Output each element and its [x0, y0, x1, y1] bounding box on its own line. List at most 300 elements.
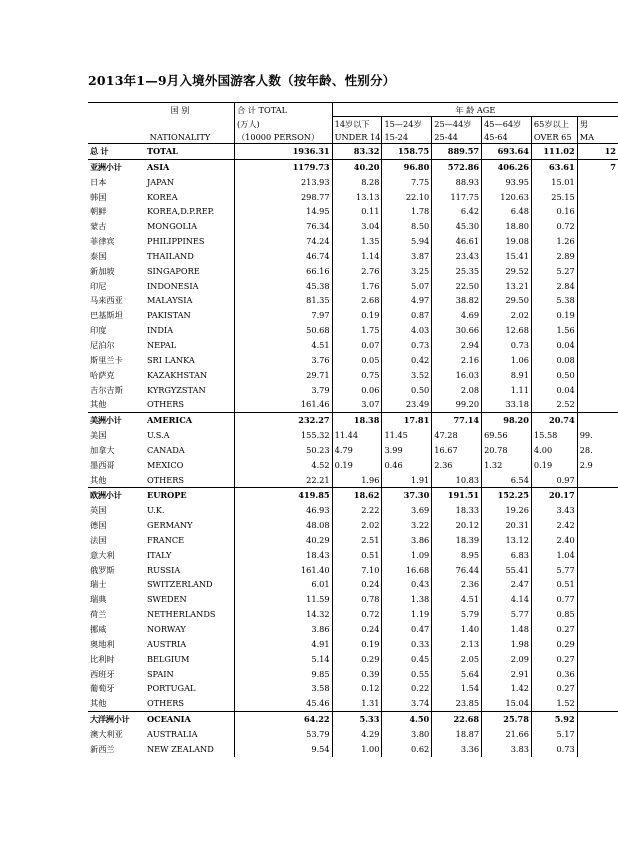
row-total: 50.23	[234, 443, 332, 458]
row-15-24: 5.07	[382, 279, 432, 294]
row-under14: 1.75	[332, 323, 382, 338]
row-over65: 1.04	[531, 548, 577, 563]
row-country-en: TOTAL	[145, 144, 235, 160]
row-over65: 63.61	[531, 159, 577, 174]
row-15-24: 17.81	[382, 413, 432, 428]
row-country-cn: 菲律宾	[90, 236, 115, 247]
table-row	[88, 518, 618, 533]
row-total: 45.38	[234, 279, 332, 294]
row-male	[577, 249, 618, 264]
row-25-44: 16.67	[432, 443, 482, 458]
row-under14: 0.39	[332, 667, 382, 682]
row-under14: 18.62	[332, 488, 382, 503]
row-over65: 0.85	[531, 607, 577, 622]
row-under14: 0.29	[332, 652, 382, 667]
row-over65: 0.50	[531, 368, 577, 383]
row-45-64: 15.04	[482, 696, 532, 711]
row-country-cn: 朝鲜	[90, 206, 107, 217]
row-country-cn: 德国	[90, 520, 107, 531]
row-total: 48.08	[234, 518, 332, 533]
row-25-44: 4.69	[432, 308, 482, 323]
row-25-44: 2.16	[432, 353, 482, 368]
row-over65: 1.26	[531, 234, 577, 249]
row-country-cn: 巴基斯坦	[90, 310, 123, 321]
row-over65: 0.72	[531, 219, 577, 234]
row-15-24: 3.86	[382, 533, 432, 548]
row-under14: 0.05	[332, 353, 382, 368]
row-country-cn: 印度	[90, 325, 107, 336]
row-15-24: 0.43	[382, 577, 432, 592]
row-country-cn: 英国	[90, 505, 107, 516]
row-country-en: JAPAN	[145, 175, 235, 190]
table-header	[88, 103, 618, 144]
row-country-en: MONGOLIA	[145, 219, 235, 234]
row-25-44: 2.05	[432, 652, 482, 667]
row-25-44: 1.40	[432, 622, 482, 637]
header-age-15-24-cn: 15—24岁	[382, 117, 432, 131]
row-under14: 2.22	[332, 503, 382, 518]
row-under14: 7.10	[332, 563, 382, 578]
row-over65: 2.40	[531, 533, 577, 548]
row-male	[577, 175, 618, 190]
row-over65: 15.01	[531, 175, 577, 190]
header-age-group: 年 龄 AGE	[332, 103, 618, 117]
row-country-en: PORTUGAL	[145, 681, 235, 696]
row-country-en: INDIA	[145, 323, 235, 338]
row-male	[577, 308, 618, 323]
row-male	[577, 712, 618, 727]
row-under14: 83.32	[332, 144, 382, 160]
header-age-25-44-en: 25-44	[432, 130, 482, 144]
row-under14: 2.51	[332, 533, 382, 548]
row-total: 298.77	[234, 190, 332, 205]
row-25-44: 1.54	[432, 681, 482, 696]
row-country-cn: 斯里兰卡	[90, 354, 123, 365]
header-age-under14-en: UNDER 14	[332, 130, 382, 144]
header-gender-en: MA	[577, 130, 618, 144]
row-total: 29.71	[234, 368, 332, 383]
row-country-en: KOREA	[145, 190, 235, 205]
row-under14: 0.06	[332, 383, 382, 398]
table-row	[88, 368, 618, 383]
row-country-cn: 法国	[90, 534, 107, 545]
row-country-cn: 澳大利亚	[90, 728, 123, 739]
row-25-44: 88.93	[432, 175, 482, 190]
header-age-over65-cn: 65岁以上	[531, 117, 577, 131]
row-25-44: 22.68	[432, 712, 482, 727]
row-country-cn: 大洋洲小计	[88, 712, 145, 727]
row-country-en: GERMANY	[145, 518, 235, 533]
header-total-unit: (万人)	[234, 117, 332, 131]
table-row	[88, 338, 618, 353]
row-total: 81.35	[234, 293, 332, 308]
row-25-44: 76.44	[432, 563, 482, 578]
header-age-under14-cn: 14岁以下	[332, 117, 382, 131]
row-45-64: 1.48	[482, 622, 532, 637]
table-subtotal-row	[88, 488, 618, 503]
row-under14: 3.07	[332, 397, 382, 412]
row-25-44: 18.39	[432, 533, 482, 548]
row-under14: 0.78	[332, 592, 382, 607]
row-15-24: 0.46	[382, 458, 432, 473]
table-row	[88, 175, 618, 190]
row-country-en: KOREA,D.P.REP.	[145, 204, 235, 219]
row-male	[577, 681, 618, 696]
row-total: 50.68	[234, 323, 332, 338]
row-country-cn: 奥地利	[90, 638, 115, 649]
row-15-24: 96.80	[382, 159, 432, 174]
row-country-en: OCEANIA	[145, 712, 235, 727]
row-total: 419.85	[234, 488, 332, 503]
row-country-en: SRI LANKA	[145, 353, 235, 368]
row-total: 232.27	[234, 413, 332, 428]
row-total: 46.74	[234, 249, 332, 264]
header-age-25-44-cn: 25—44岁	[432, 117, 482, 131]
row-male	[577, 279, 618, 294]
row-over65: 5.38	[531, 293, 577, 308]
row-male	[577, 368, 618, 383]
row-45-64: 6.54	[482, 473, 532, 488]
row-15-24: 23.49	[382, 397, 432, 412]
row-country-cn: 意大利	[90, 549, 115, 560]
row-country-en: SWEDEN	[145, 592, 235, 607]
row-total: 9.85	[234, 667, 332, 682]
row-15-24: 1.38	[382, 592, 432, 607]
row-under14: 1.76	[332, 279, 382, 294]
row-country-cn: 韩国	[90, 191, 107, 202]
row-15-24: 4.03	[382, 323, 432, 338]
row-over65: 25.15	[531, 190, 577, 205]
row-country-cn: 亚洲小计	[88, 159, 145, 174]
row-total: 53.79	[234, 727, 332, 742]
row-male	[577, 413, 618, 428]
row-country-en: AMERICA	[145, 413, 235, 428]
row-15-24: 3.25	[382, 264, 432, 279]
table-row	[88, 607, 618, 622]
row-male	[577, 488, 618, 503]
row-45-64: 2.91	[482, 667, 532, 682]
row-under14: 1.35	[332, 234, 382, 249]
row-country-en: SINGAPORE	[145, 264, 235, 279]
row-under14: 0.11	[332, 204, 382, 219]
row-15-24: 0.22	[382, 681, 432, 696]
row-male	[577, 607, 618, 622]
row-country-en: KYRGYZSTAN	[145, 383, 235, 398]
header-age-45-64-en: 45-64	[482, 130, 532, 144]
row-under14: 5.33	[332, 712, 382, 727]
row-45-64: 2.47	[482, 577, 532, 592]
row-over65: 5.77	[531, 563, 577, 578]
row-under14: 0.24	[332, 622, 382, 637]
row-45-64: 120.63	[482, 190, 532, 205]
row-male	[577, 577, 618, 592]
row-total: 1936.31	[234, 144, 332, 160]
row-over65: 0.51	[531, 577, 577, 592]
row-15-24: 22.10	[382, 190, 432, 205]
table-row	[88, 279, 618, 294]
table-row	[88, 563, 618, 578]
row-45-64: 18.80	[482, 219, 532, 234]
table-row	[88, 190, 618, 205]
row-country-en: THAILAND	[145, 249, 235, 264]
row-over65: 0.04	[531, 338, 577, 353]
row-country-cn: 加拿大	[90, 444, 115, 455]
row-15-24: 0.42	[382, 353, 432, 368]
row-country-cn: 葡萄牙	[90, 683, 115, 694]
row-over65: 3.43	[531, 503, 577, 518]
row-total: 46.93	[234, 503, 332, 518]
row-country-cn: 尼泊尔	[90, 339, 115, 350]
row-male: 7	[577, 159, 618, 174]
row-country-cn: 其他	[90, 698, 107, 709]
row-25-44: 46.61	[432, 234, 482, 249]
tourist-statistics-table	[88, 102, 618, 757]
row-total: 7.97	[234, 308, 332, 323]
table-row	[88, 548, 618, 563]
row-country-cn: 其他	[90, 399, 107, 410]
row-15-24: 4.97	[382, 293, 432, 308]
row-country-en: NEPAL	[145, 338, 235, 353]
row-total: 14.95	[234, 204, 332, 219]
row-over65: 2.52	[531, 397, 577, 412]
table-row	[88, 204, 618, 219]
row-total: 4.91	[234, 637, 332, 652]
row-15-24: 0.62	[382, 742, 432, 757]
row-under14: 4.29	[332, 727, 382, 742]
table-row	[88, 428, 618, 443]
row-15-24: 3.74	[382, 696, 432, 711]
row-25-44: 8.95	[432, 548, 482, 563]
table-subtotal-row	[88, 413, 618, 428]
row-15-24: 7.75	[382, 175, 432, 190]
row-25-44: 18.87	[432, 727, 482, 742]
row-under14: 0.24	[332, 577, 382, 592]
row-total: 1179.73	[234, 159, 332, 174]
row-total: 11.59	[234, 592, 332, 607]
row-45-64: 1.11	[482, 383, 532, 398]
row-under14: 2.76	[332, 264, 382, 279]
table-row	[88, 592, 618, 607]
table-subtotal-row	[88, 144, 618, 160]
row-over65: 0.08	[531, 353, 577, 368]
row-country-en: AUSTRALIA	[145, 727, 235, 742]
row-under14: 13.13	[332, 190, 382, 205]
row-male	[577, 696, 618, 711]
row-over65: 0.27	[531, 652, 577, 667]
row-45-64: 2.09	[482, 652, 532, 667]
row-45-64: 406.26	[482, 159, 532, 174]
row-male	[577, 204, 618, 219]
row-25-44: 5.64	[432, 667, 482, 682]
row-under14: 0.19	[332, 637, 382, 652]
row-male	[577, 667, 618, 682]
row-15-24: 4.50	[382, 712, 432, 727]
row-25-44: 45.30	[432, 219, 482, 234]
table-row	[88, 533, 618, 548]
row-country-en: INDONESIA	[145, 279, 235, 294]
header-age-45-64-cn: 45—64岁	[482, 117, 532, 131]
row-over65: 0.36	[531, 667, 577, 682]
row-over65: 1.52	[531, 696, 577, 711]
row-total: 6.01	[234, 577, 332, 592]
row-15-24: 5.94	[382, 234, 432, 249]
row-45-64: 2.02	[482, 308, 532, 323]
row-25-44: 2.36	[432, 577, 482, 592]
row-male: 28.	[579, 444, 593, 455]
row-country-en: U.S.A	[145, 428, 235, 443]
row-country-cn: 马来西亚	[90, 295, 123, 306]
row-over65: 5.17	[531, 727, 577, 742]
row-country-cn: 荷兰	[90, 609, 107, 620]
row-total: 155.32	[234, 428, 332, 443]
row-male	[577, 397, 618, 412]
row-male	[577, 622, 618, 637]
row-country-cn: 欧洲小计	[88, 488, 145, 503]
row-25-44: 889.57	[432, 144, 482, 160]
row-25-44: 99.20	[432, 397, 482, 412]
row-25-44: 6.42	[432, 204, 482, 219]
row-45-64: 5.77	[482, 607, 532, 622]
row-15-24: 11.45	[382, 428, 432, 443]
row-country-cn: 吉尔吉斯	[90, 384, 123, 395]
row-country-cn: 西班牙	[90, 668, 115, 679]
table-row	[88, 458, 618, 473]
row-45-64: 55.41	[482, 563, 532, 578]
row-country-en: ASIA	[145, 159, 235, 174]
row-25-44: 10.83	[432, 473, 482, 488]
row-45-64: 19.08	[482, 234, 532, 249]
row-45-64: 8.91	[482, 368, 532, 383]
table-row	[88, 234, 618, 249]
row-country-cn: 比利时	[90, 653, 115, 664]
row-under14: 0.12	[332, 681, 382, 696]
row-under14: 8.28	[332, 175, 382, 190]
row-male	[577, 518, 618, 533]
row-45-64: 25.78	[482, 712, 532, 727]
row-total: 66.16	[234, 264, 332, 279]
row-over65: 0.19	[531, 308, 577, 323]
header-country-en: NATIONALITY	[88, 130, 234, 144]
row-under14: 0.72	[332, 607, 382, 622]
table-row	[88, 727, 618, 742]
table-row	[88, 293, 618, 308]
row-male	[577, 219, 618, 234]
row-45-64: 1.98	[482, 637, 532, 652]
row-country-cn: 墨西哥	[90, 459, 115, 470]
row-male: 99.	[579, 430, 593, 441]
row-total: 9.54	[234, 742, 332, 757]
statistics-table-container	[88, 102, 616, 757]
row-over65: 20.17	[531, 488, 577, 503]
table-row	[88, 652, 618, 667]
row-15-24: 3.80	[382, 727, 432, 742]
row-country-en: CANADA	[145, 443, 235, 458]
table-row	[88, 264, 618, 279]
row-over65: 0.04	[531, 383, 577, 398]
row-25-44: 23.85	[432, 696, 482, 711]
row-15-24: 1.78	[382, 204, 432, 219]
row-25-44: 38.82	[432, 293, 482, 308]
header-gender-cn: 男	[579, 119, 588, 129]
header-total-unit-en: （10000 PERSON）	[234, 130, 332, 144]
table-row	[88, 696, 618, 711]
row-45-64: 29.50	[482, 293, 532, 308]
table-row	[88, 353, 618, 368]
row-15-24: 0.50	[382, 383, 432, 398]
row-15-24: 0.45	[382, 652, 432, 667]
row-country-en: PHILIPPINES	[145, 234, 235, 249]
row-male	[577, 190, 618, 205]
row-country-en: OTHERS	[145, 397, 235, 412]
row-total: 3.79	[234, 383, 332, 398]
row-15-24: 3.87	[382, 249, 432, 264]
table-row	[88, 622, 618, 637]
row-country-cn: 日本	[90, 176, 107, 187]
row-25-44: 77.14	[432, 413, 482, 428]
row-total: 64.22	[234, 712, 332, 727]
row-total: 14.32	[234, 607, 332, 622]
row-male	[577, 473, 618, 488]
row-25-44: 2.36	[432, 458, 482, 473]
row-under14: 1.96	[332, 473, 382, 488]
row-25-44: 572.86	[432, 159, 482, 174]
row-total: 3.58	[234, 681, 332, 696]
row-male	[577, 503, 618, 518]
row-45-64: 1.42	[482, 681, 532, 696]
row-total: 40.29	[234, 533, 332, 548]
row-over65: 0.29	[531, 637, 577, 652]
row-under14: 0.19	[332, 308, 382, 323]
row-male: 2.9	[579, 459, 593, 470]
row-male	[577, 637, 618, 652]
row-25-44: 23.43	[432, 249, 482, 264]
row-under14: 11.44	[332, 428, 382, 443]
row-country-cn: 美国	[90, 430, 107, 441]
table-row	[88, 637, 618, 652]
row-male	[577, 592, 618, 607]
row-over65: 0.19	[531, 458, 577, 473]
row-25-44: 22.50	[432, 279, 482, 294]
row-male	[577, 727, 618, 742]
row-45-64: 3.83	[482, 742, 532, 757]
row-25-44: 117.75	[432, 190, 482, 205]
row-25-44: 47.28	[432, 428, 482, 443]
table-row	[88, 473, 618, 488]
row-country-en: FRANCE	[145, 533, 235, 548]
table-body	[88, 144, 618, 757]
row-25-44: 30.66	[432, 323, 482, 338]
row-over65: 0.16	[531, 204, 577, 219]
row-country-en: SWITZERLAND	[145, 577, 235, 592]
row-under14: 1.00	[332, 742, 382, 757]
row-45-64: 4.14	[482, 592, 532, 607]
table-row	[88, 308, 618, 323]
table-row	[88, 681, 618, 696]
row-under14: 3.04	[332, 219, 382, 234]
row-under14: 0.75	[332, 368, 382, 383]
row-country-cn: 蒙古	[90, 221, 107, 232]
row-15-24: 16.68	[382, 563, 432, 578]
row-15-24: 8.50	[382, 219, 432, 234]
table-row	[88, 503, 618, 518]
table-row	[88, 249, 618, 264]
table-row	[88, 323, 618, 338]
row-country-cn: 总 计	[90, 146, 109, 156]
row-45-64: 15.41	[482, 249, 532, 264]
row-male	[577, 353, 618, 368]
row-country-cn: 瑞士	[90, 579, 107, 590]
row-over65: 5.92	[531, 712, 577, 727]
